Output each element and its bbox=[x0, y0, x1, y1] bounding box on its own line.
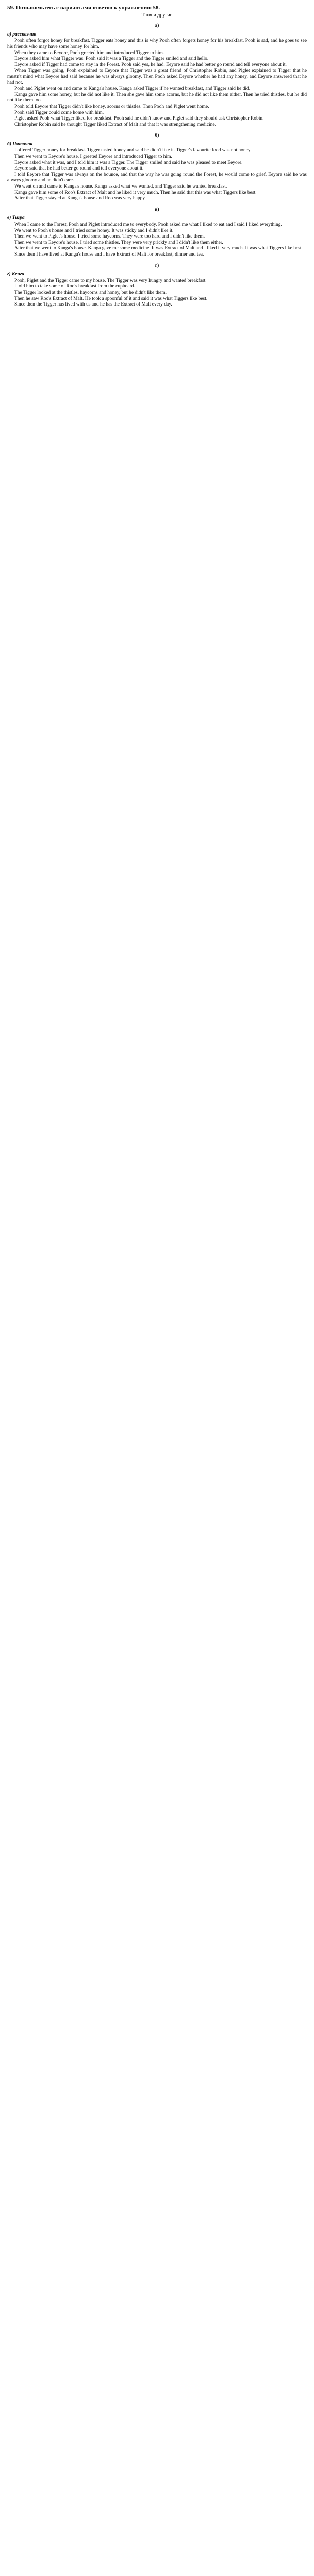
paragraph: Then we went to Piglet's house. I tried some haycorns. They were too hard and I didn't like them. bbox=[14, 234, 205, 240]
section-heading: a) рассказчик bbox=[7, 31, 37, 37]
paragraph: Kanga gave him some of Roo's Extract of Malt and he liked it very much. Then he said that this was what Tiggers like best. bbox=[14, 190, 257, 195]
paragraph: Piglet asked Pooh what Tigger liked for breakfast. Pooh said he didn't know and Piglet said they should ask Christopher Robin. bbox=[14, 116, 264, 122]
paragraph: Eeyore asked him what Tigger was. Pooh said it was a Tigger and the Tigger smiled and said hello. bbox=[14, 56, 209, 62]
paragraph: Eeyore said that he had better go round and tell everyone about it. bbox=[14, 166, 144, 172]
paragraph: I offered Tigger honey for breakfast. Tigger tasted honey and said he didn't like it. Tigger's favourite food was not honey. bbox=[14, 148, 252, 154]
paragraph: Kanga gave him some honey, but he did not like it. Then she gave him some acorns, but he did not like them either. Then he tried thistles, but he did not like them too. bbox=[7, 92, 307, 104]
section-label: в) bbox=[155, 207, 159, 212]
paragraph: Then we went to Eeyore's house. I greeted Eeyore and introduced Tigger to him. bbox=[14, 154, 172, 160]
paragraph: Eeyore asked what it was, and I told him it was a Tigger. The Tigger smiled and said he was pleased to meet Eeyore. bbox=[14, 160, 243, 165]
paragraph: We went to Pooh's house and I tried some honey. It was sticky and I didn't like it. bbox=[14, 228, 174, 233]
paragraph: When I came to the Forest, Pooh and Piglet introduced me to everybody. Pooh asked me what I liked to eat and I said I liked everything. bbox=[14, 222, 282, 227]
paragraph: Christopher Robin said he thought Tigger liked Extract of Malt and that it was strengthening medicine. bbox=[14, 122, 217, 127]
paragraph: Pooh often forgot honey for breakfast. Tigger eats honey and this is why Pooh often forgets honey for his breakfast. Pooh is sad, and he goes to see his friends who may have some honey for him. bbox=[7, 38, 307, 49]
section-label: б) bbox=[155, 133, 159, 139]
section-heading: в) Тигра bbox=[7, 215, 25, 221]
paragraph: After that we went to Kanga's house. Kanga gave me some medicine. It was Extract of Malt and I liked it very much. It was what Tiggers like best. bbox=[14, 246, 303, 251]
section-label: г) bbox=[155, 263, 159, 268]
paragraph: Pooh, Piglet and the Tigger came to my house. The Tigger was very hungry and wanted breakfast. bbox=[14, 278, 207, 283]
paragraph: Then he saw Roo's Extract of Malt. He took a spoonful of it and said it was what Tiggers like best. bbox=[14, 296, 208, 301]
paragraph: Since then the Tigger has lived with us and he has the Extract of Malt every day. bbox=[14, 302, 172, 308]
sections bbox=[7, 23, 307, 308]
paragraph: Pooh and Piglet went on and came to Kanga's house. Kanga asked Tigger if he wanted breakfast, and Tigger said he did. bbox=[14, 86, 251, 92]
paragraph: When Tigger was going, Pooh explained to Eeyore that Tigger was a great friend of Christopher Robin, and Piglet explained to Tigger that he mustn't mind what Eeyore had said because he was always gloomy. Then Pooh asked Eeyore whether he had any honey, and Eeyore answered that he had not. bbox=[7, 68, 307, 86]
exercise-subtitle: Таня и другие bbox=[141, 12, 173, 18]
paragraph: I told Eeyore that Tigger was always on the bounce, and that the way he was going round the Forest, he would come to grief. Eeyore said he was always gloomy and he didn't care. bbox=[7, 172, 307, 183]
paragraph: When they came to Eeyore, Pooh greeted him and introduced Tigger to him. bbox=[14, 50, 164, 56]
paragraph: Pooh said Tigger could come home with him. bbox=[14, 110, 104, 115]
paragraph: The Tigger looked at the thistles, haycorns and honey, but he didn't like them. bbox=[14, 290, 167, 295]
section-label: а) bbox=[155, 23, 159, 29]
paragraph: I told him to take some of Roo's breakfast from the cupboard. bbox=[14, 284, 135, 290]
paragraph: Then we went to Eeyore's house. I tried some thistles. They were very prickly and I didn't like them either. bbox=[14, 240, 223, 245]
section-heading: б) Пятачок bbox=[7, 141, 33, 147]
exercise-title: 59. Познакомьтесь с вариантами ответов к упражнению 58. bbox=[7, 5, 160, 11]
paragraph: Since then I have lived at Kanga's house and I have Extract of Malt for breakfast, dinner and tea. bbox=[14, 251, 204, 257]
section-heading: г) Кенга bbox=[7, 272, 24, 277]
paragraph: After that Tigger stayed at Kanga's house and Roo was very happy. bbox=[14, 196, 146, 201]
paragraph: Eeyore asked if Tigger had come to stay in the Forest. Pooh said yes, he had. Eeyore said he had better go round and tell everyone about it. bbox=[14, 62, 287, 67]
paragraph: We went on and came to Kanga's house. Kanga asked what we wanted, and Tigger said he wanted breakfast. bbox=[14, 184, 227, 190]
paragraph: Pooh told Eeyore that Tigger didn't like honey, acorns or thistles. Then Pooh and Piglet went home. bbox=[14, 104, 209, 109]
